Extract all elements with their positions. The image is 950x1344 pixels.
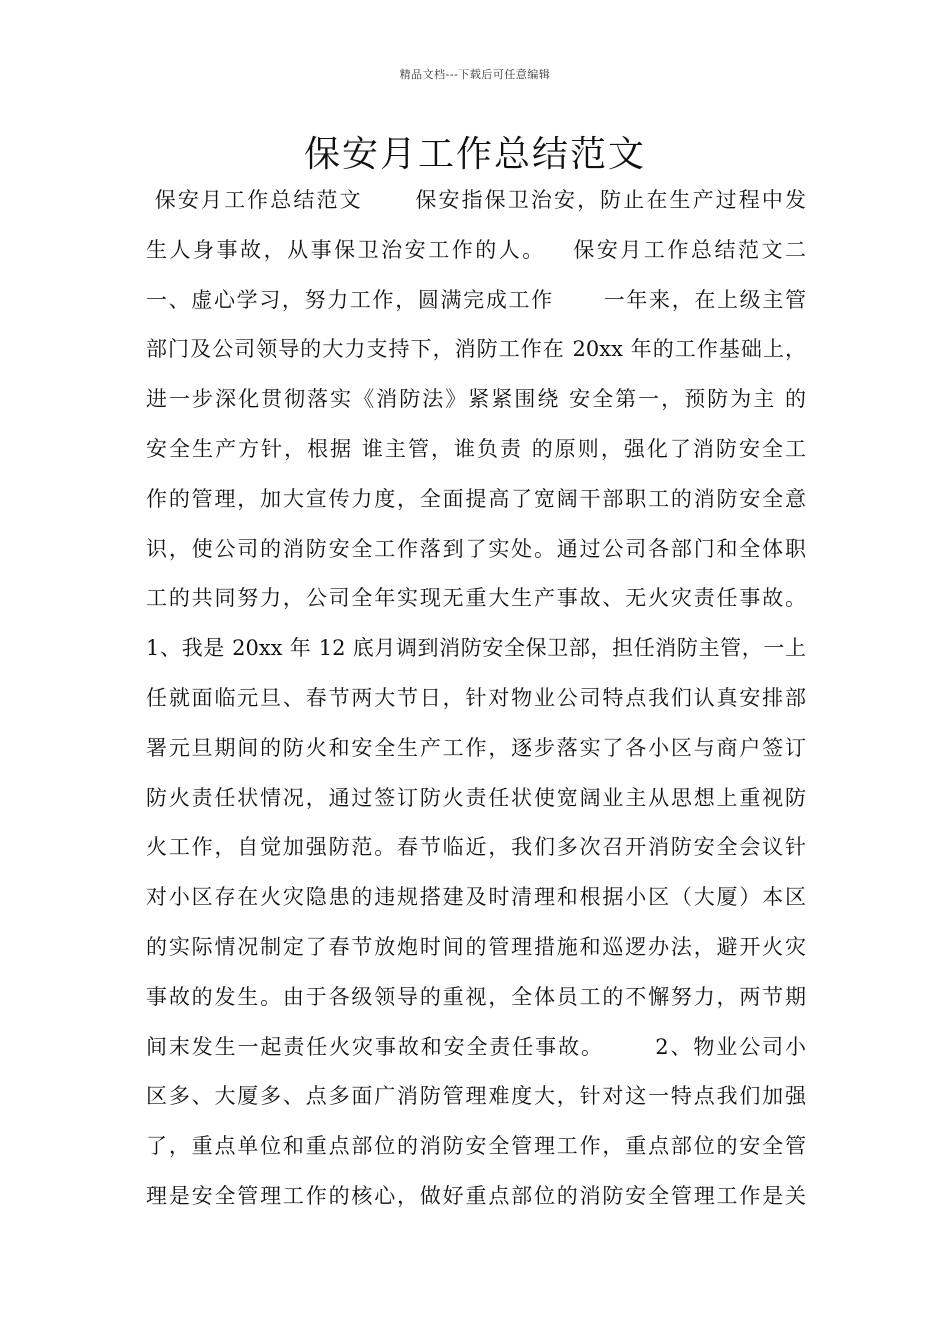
body-line: 的实际情况制定了春节放炮时间的管理措施和巡逻办法，避开火灾 (146, 934, 806, 959)
body-line: 任就面临元旦、春节两大节日，针对物业公司特点我们认真安排部 (146, 685, 806, 710)
body-line: 部门及公司领导的大力支持下，消防工作在 20xx 年的工作基础上， (146, 337, 806, 362)
body-line: 对小区存在火灾隐患的违规搭建及时清理和根据小区（大厦）本区 (146, 885, 806, 910)
body-line: 工的共同努力，公司全年实现无重大生产事故、无火灾责任事故。 (146, 586, 806, 611)
header-note: 精品文档---下载后可任意编辑 (399, 68, 551, 81)
body-line: 一、虚心学习，努力工作，圆满完成工作 一年来，在上级主管 (146, 287, 806, 312)
body-line: 1、我是 20xx 年 12 底月调到消防安全保卫部，担任消防主管，一上 (146, 636, 806, 661)
body-line: 署元旦期间的防火和安全生产工作，逐步落实了各小区与商户签订 (146, 735, 806, 760)
body-line: 事故的发生。由于各级领导的重视，全体员工的不懈努力，两节期 (146, 984, 806, 1009)
document-title: 保安月工作总结范文 (303, 134, 646, 175)
body-line: 保安月工作总结范文 保安指保卫治安，防止在生产过程中发 (146, 188, 806, 212)
body-line: 生人身事故，从事保卫治安工作的人。 保安月工作总结范文二 (146, 237, 806, 262)
body-line: 识，使公司的消防安全工作落到了实处。通过公司各部门和全体职 (146, 536, 806, 561)
body-line: 防火责任状情况，通过签订防火责任状使宽阔业主从思想上重视防 (146, 785, 806, 810)
body-text (146, 176, 806, 1222)
body-line: 了，重点单位和重点部位的消防安全管理工作，重点部位的安全管 (146, 1134, 806, 1159)
body-line: 区多、大厦多、点多面广消防管理难度大，针对这一特点我们加强 (146, 1084, 806, 1109)
body-line: 安全生产方针，根据 谁主管，谁负责 的原则，强化了消防安全工 (146, 436, 806, 461)
body-line: 理是安全管理工作的核心，做好重点部位的消防安全管理工作是关 (146, 1183, 806, 1208)
body-line: 进一步深化贯彻落实《消防法》紧紧围绕 安全第一，预防为主 的 (146, 387, 806, 412)
body-line: 火工作，自觉加强防范。春节临近，我们多次召开消防安全会议针 (146, 835, 806, 860)
body-line: 间末发生一起责任火灾事故和安全责任事故。 2、物业公司小 (146, 1034, 806, 1059)
body-line: 作的管理，加大宣传力度，全面提高了宽阔干部职工的消防安全意 (146, 486, 806, 511)
